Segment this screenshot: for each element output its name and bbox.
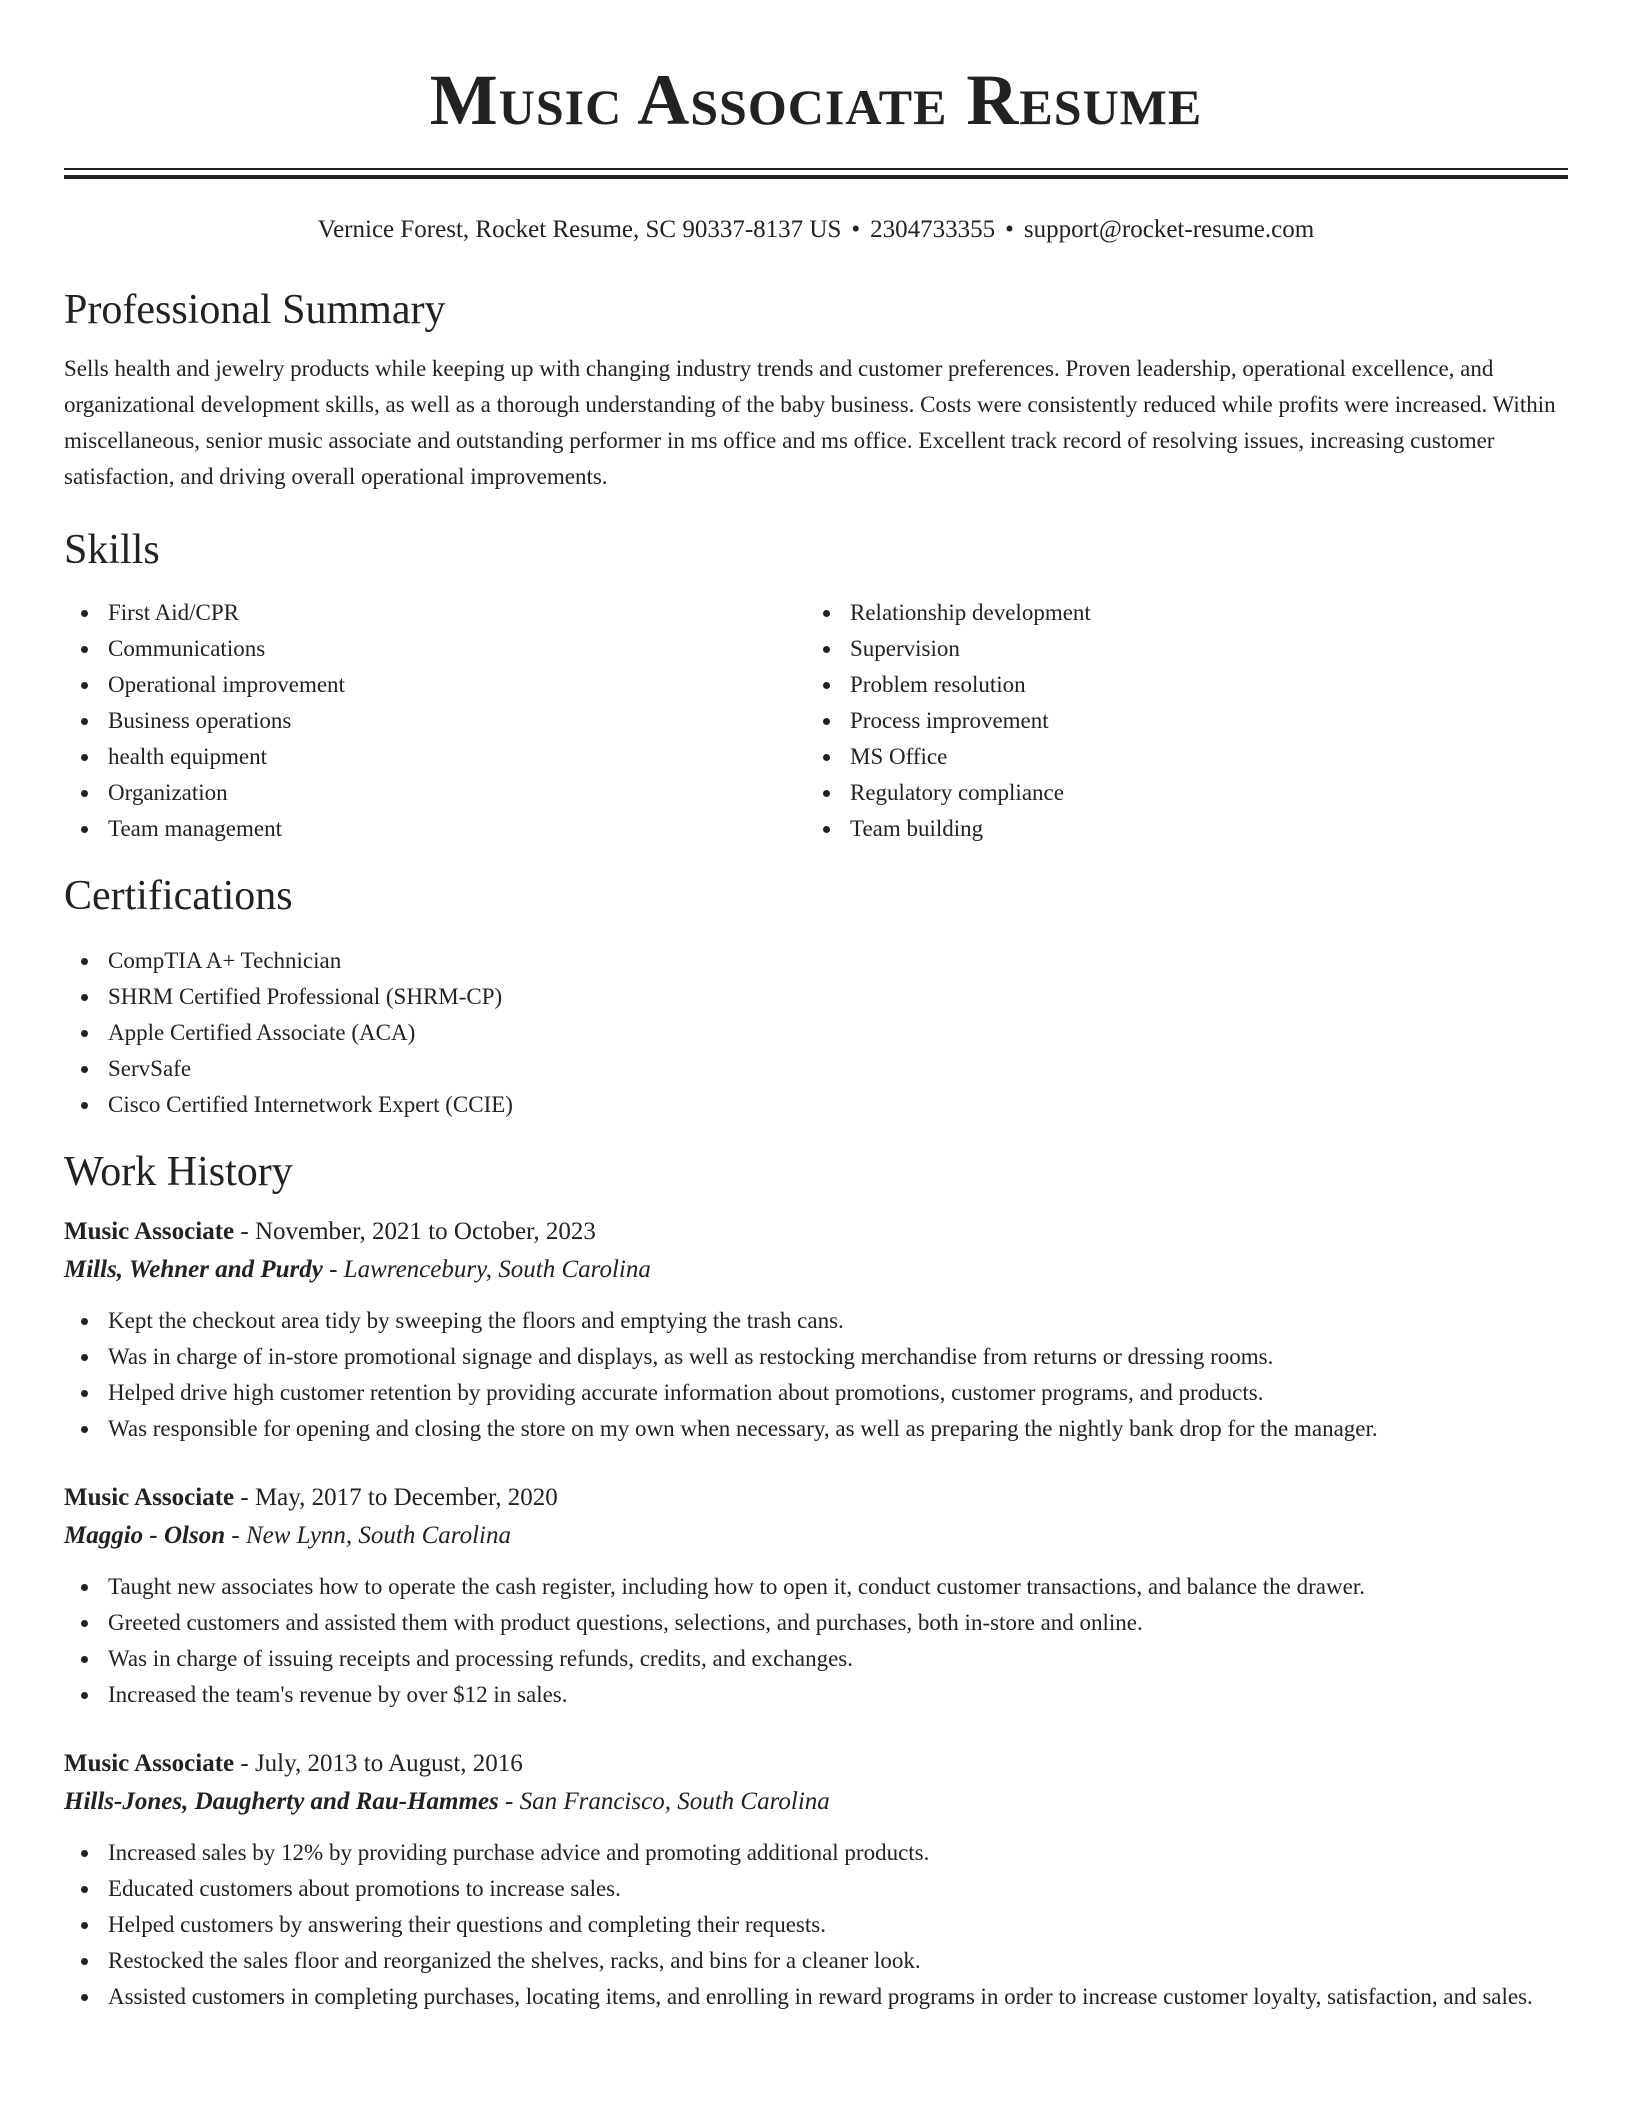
skills-list-right [806,595,1548,847]
certification-item: Apple Certified Associate (ACA) [64,1015,1568,1051]
work-history-heading: Work History [64,1149,293,1195]
skills-list-left [64,595,806,847]
job-bullet: Helped customers by answering their questions and completing their requests. [64,1907,1568,1943]
job-bullet: Educated customers about promotions to increase sales. [64,1871,1568,1907]
job-bullets [64,1835,1568,2015]
certifications-list [64,943,1568,1123]
certification-item: CompTIA A+ Technician [64,943,1568,979]
job-dates: - November, 2021 to October, 2023 [234,1218,596,1245]
contact-separator: • [851,216,861,243]
skill-item: health equipment [64,739,806,775]
skill-item: Operational improvement [64,667,806,703]
job-entry [64,1479,1568,1713]
job-dates: - May, 2017 to December, 2020 [234,1484,558,1511]
skill-item: First Aid/CPR [64,595,806,631]
job-location: - New Lynn, South Carolina [225,1522,511,1549]
job-bullet: Was in charge of in-store promotional signage and displays, as well as restocking merchandise from returns or dressing rooms. [64,1339,1568,1375]
job-bullets [64,1569,1568,1713]
contact-separator: • [1005,216,1014,243]
job-title: Music Associate [64,1750,235,1777]
job-entry [64,1745,1568,2015]
certification-item: Cisco Certified Internetwork Expert (CCIE) [64,1087,1568,1123]
contact-address: Vernice Forest, Rocket Resume, SC 90337-8137 US [317,216,842,243]
job-entry [64,1213,1568,1447]
job-bullet: Assisted customers in completing purchases, locating items, and enrolling in reward programs in order to increase customer loyalty, satisfaction, and sales. [64,1979,1568,2015]
work-history-section [64,1147,1568,2015]
job-location: - San Francisco, South Carolina [498,1788,830,1815]
certification-item: SHRM Certified Professional (SHRM-CP) [64,979,1568,1015]
skill-item: MS Office [806,739,1548,775]
certifications-heading: Certifications [64,873,293,919]
job-bullet: Increased sales by 12% by providing purchase advice and promoting additional products. [64,1835,1568,1871]
job-bullet: Greeted customers and assisted them with product questions, selections, and purchases, both in-store and online. [64,1605,1568,1641]
job-location: - Lawrencebury, South Carolina [322,1256,651,1283]
job-title: Music Associate [64,1218,235,1245]
skills-column-left [64,595,806,847]
job-bullet: Was responsible for opening and closing the store on my own when necessary, as well as preparing the nightly bank drop for the manager. [64,1411,1568,1447]
job-company-line [64,1517,1568,1555]
skill-item: Problem resolution [806,667,1548,703]
job-bullet: Increased the team's revenue by over $12 in sales. [64,1677,1568,1713]
summary-heading: Professional Summary [64,287,446,333]
skills-column-right [806,595,1548,847]
skills-grid [64,595,1568,847]
skills-heading: Skills [64,527,160,573]
job-bullet: Kept the checkout area tidy by sweeping the floors and emptying the trash cans. [64,1303,1568,1339]
skill-item: Communications [64,631,806,667]
job-company-line [64,1251,1568,1289]
skill-item: Business operations [64,703,806,739]
resume-title: Music Associate Resume [429,60,1203,140]
job-company: Mills, Wehner and Purdy [64,1256,323,1283]
job-bullets [64,1303,1568,1447]
skill-item: Organization [64,775,806,811]
contact-line [64,215,1568,245]
summary-section [64,285,1568,495]
title-divider [64,168,1568,179]
certification-item: ServSafe [64,1051,1568,1087]
job-bullet: Taught new associates how to operate the cash register, including how to open it, conduct customer transactions, and balance the drawer. [64,1569,1568,1605]
job-header [64,1213,1568,1251]
skills-section [64,525,1568,847]
job-company-line [64,1783,1568,1821]
skill-item: Supervision [806,631,1548,667]
summary-text: Sells health and jewelry products while keeping up with changing industry trends and customer preferences. Proven leadership, operational excellence, and organizational development skills, as well as a thorough understanding of the baby business. Costs were consistently reduced while profits were increased. Within miscellaneous, senior music associate and outstanding performer in ms office and ms office. Excellent track record of resolving issues, increasing customer satisfaction, and driving overall operational improvements. [64,356,1556,489]
job-company: Maggio - Olson [64,1522,226,1549]
job-header [64,1479,1568,1517]
job-bullet: Restocked the sales floor and reorganized the shelves, racks, and bins for a cleaner look. [64,1943,1568,1979]
jobs-list [64,1213,1568,2015]
job-dates: - July, 2013 to August, 2016 [234,1750,523,1777]
skill-item: Regulatory compliance [806,775,1548,811]
skill-item: Team management [64,811,806,847]
skill-item: Process improvement [806,703,1548,739]
skill-item: Team building [806,811,1548,847]
contact-email: support@rocket-resume.com [1023,216,1315,243]
job-bullet: Was in charge of issuing receipts and processing refunds, credits, and exchanges. [64,1641,1568,1677]
job-header [64,1745,1568,1783]
contact-phone: 2304733355 [870,216,996,243]
skill-item: Relationship development [806,595,1548,631]
job-title: Music Associate [64,1484,235,1511]
certifications-section [64,871,1568,1123]
job-company: Hills-Jones, Daugherty and Rau-Hammes [64,1788,499,1815]
job-bullet: Helped drive high customer retention by providing accurate information about promotions, customer programs, and products. [64,1375,1568,1411]
